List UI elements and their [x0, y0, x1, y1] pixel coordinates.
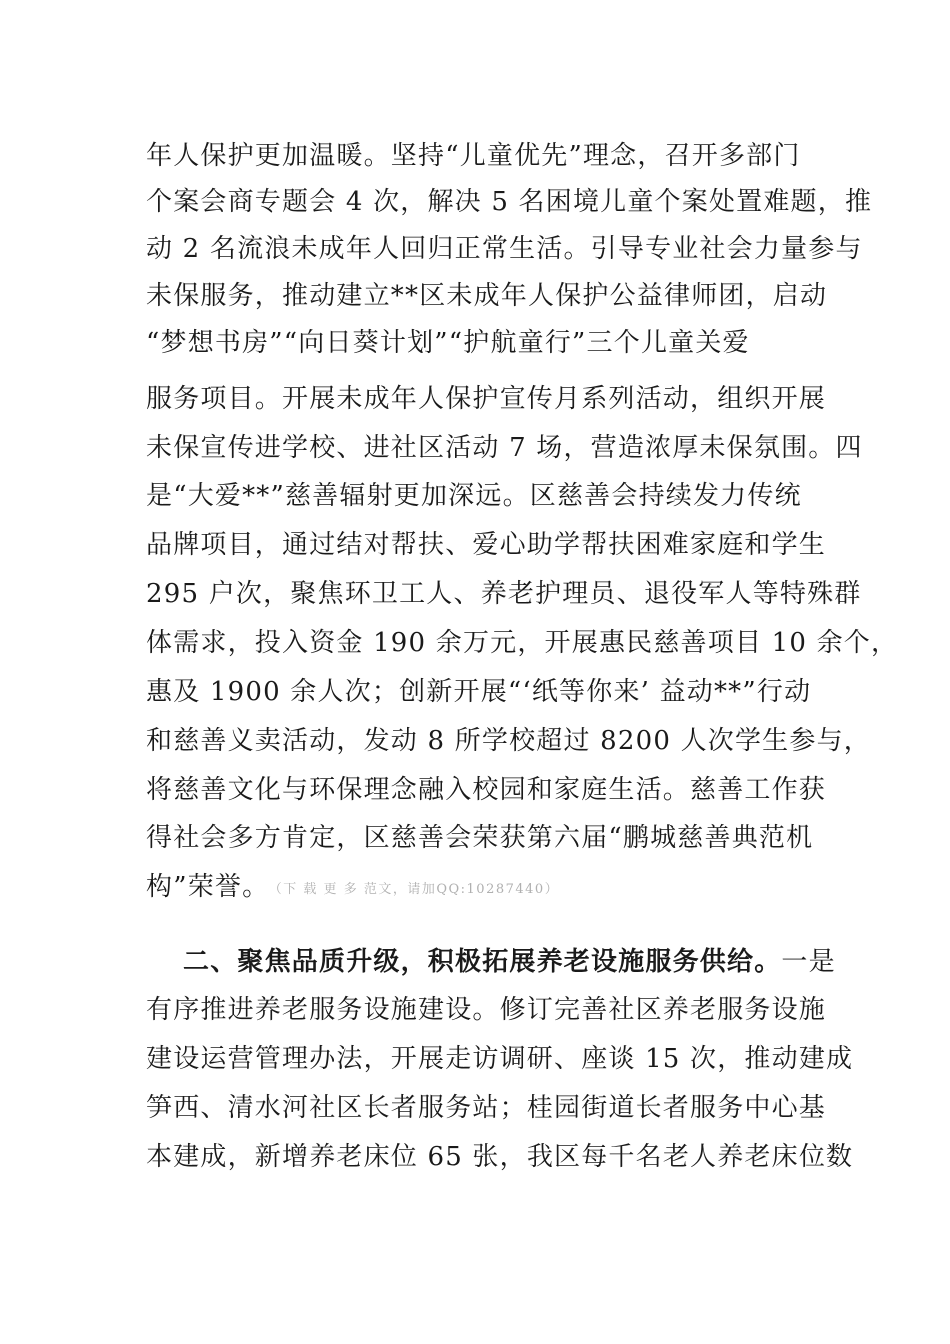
text-line: 未保宣传进学校、进社区活动 7 场，营造浓厚未保氛围。四 [146, 433, 863, 463]
text-line: 将慈善文化与环保理念融入校园和家庭生活。慈善工作获 [146, 775, 827, 805]
text-line: 体需求，投入资金 190 余万元，开展惠民慈善项目 10 余个， [146, 628, 899, 658]
text-line: 本建成，新增养老床位 65 张，我区每千名老人养老床位数 [146, 1142, 854, 1172]
text-line: 有序推进养老服务设施建设。修订完善社区养老服务设施 [146, 995, 827, 1025]
text-line: 品牌项目，通过结对帮扶、爱心助学帮扶困难家庭和学生 [146, 530, 827, 560]
text-line: 动 2 名流浪未成年人回归正常生活。引导专业社会力量参与 [146, 234, 863, 264]
text-line: 服务项目。开展未成年人保护宣传月系列活动，组织开展 [146, 384, 827, 414]
section-heading-line [183, 942, 836, 982]
text-line: 个案会商专题会 4 次，解决 5 名困境儿童个案处置难题，推 [146, 187, 873, 217]
text-line: 和慈善义卖活动，发动 8 所学校超过 8200 人次学生参与， [146, 726, 871, 756]
text-line: 未保服务，推动建立**区未成年人保护公益律师团，启动 [146, 281, 828, 311]
text-line: 得社会多方肯定，区慈善会荣获第六届“鹏城慈善典范机 [146, 823, 814, 853]
text-line-end: 构”荣誉。 [146, 872, 270, 902]
text-line: 是“大爱**”慈善辐射更加深远。区慈善会持续发力传统 [146, 481, 802, 511]
text-line: 笋西、清水河社区长者服务站；桂园街道长者服务中心基 [146, 1093, 827, 1123]
text-line: 295 户次，聚焦环卫工人、养老护理员、退役军人等特殊群 [146, 579, 862, 609]
text-line: 建设运营管理办法，开展走访调研、座谈 15 次，推动建成 [146, 1044, 854, 1074]
text-line: 年人保护更加温暖。坚持“儿童优先”理念，召开多部门 [146, 141, 801, 171]
text-line-with-watermark [146, 867, 816, 907]
text-line: “梦想书房”“向日葵计划”“护航童行”三个儿童关爱 [146, 328, 750, 358]
section-heading: 二、聚焦品质升级，积极拓展养老设施服务供给。 [183, 947, 782, 977]
text-line: 惠及 1900 余人次；创新开展“‘纸等你来’ 益动**”行动 [146, 677, 812, 707]
download-watermark: （下 载 更 多 范文，请加QQ:10287440） [275, 882, 560, 897]
text-line-start: 一是 [781, 947, 836, 977]
